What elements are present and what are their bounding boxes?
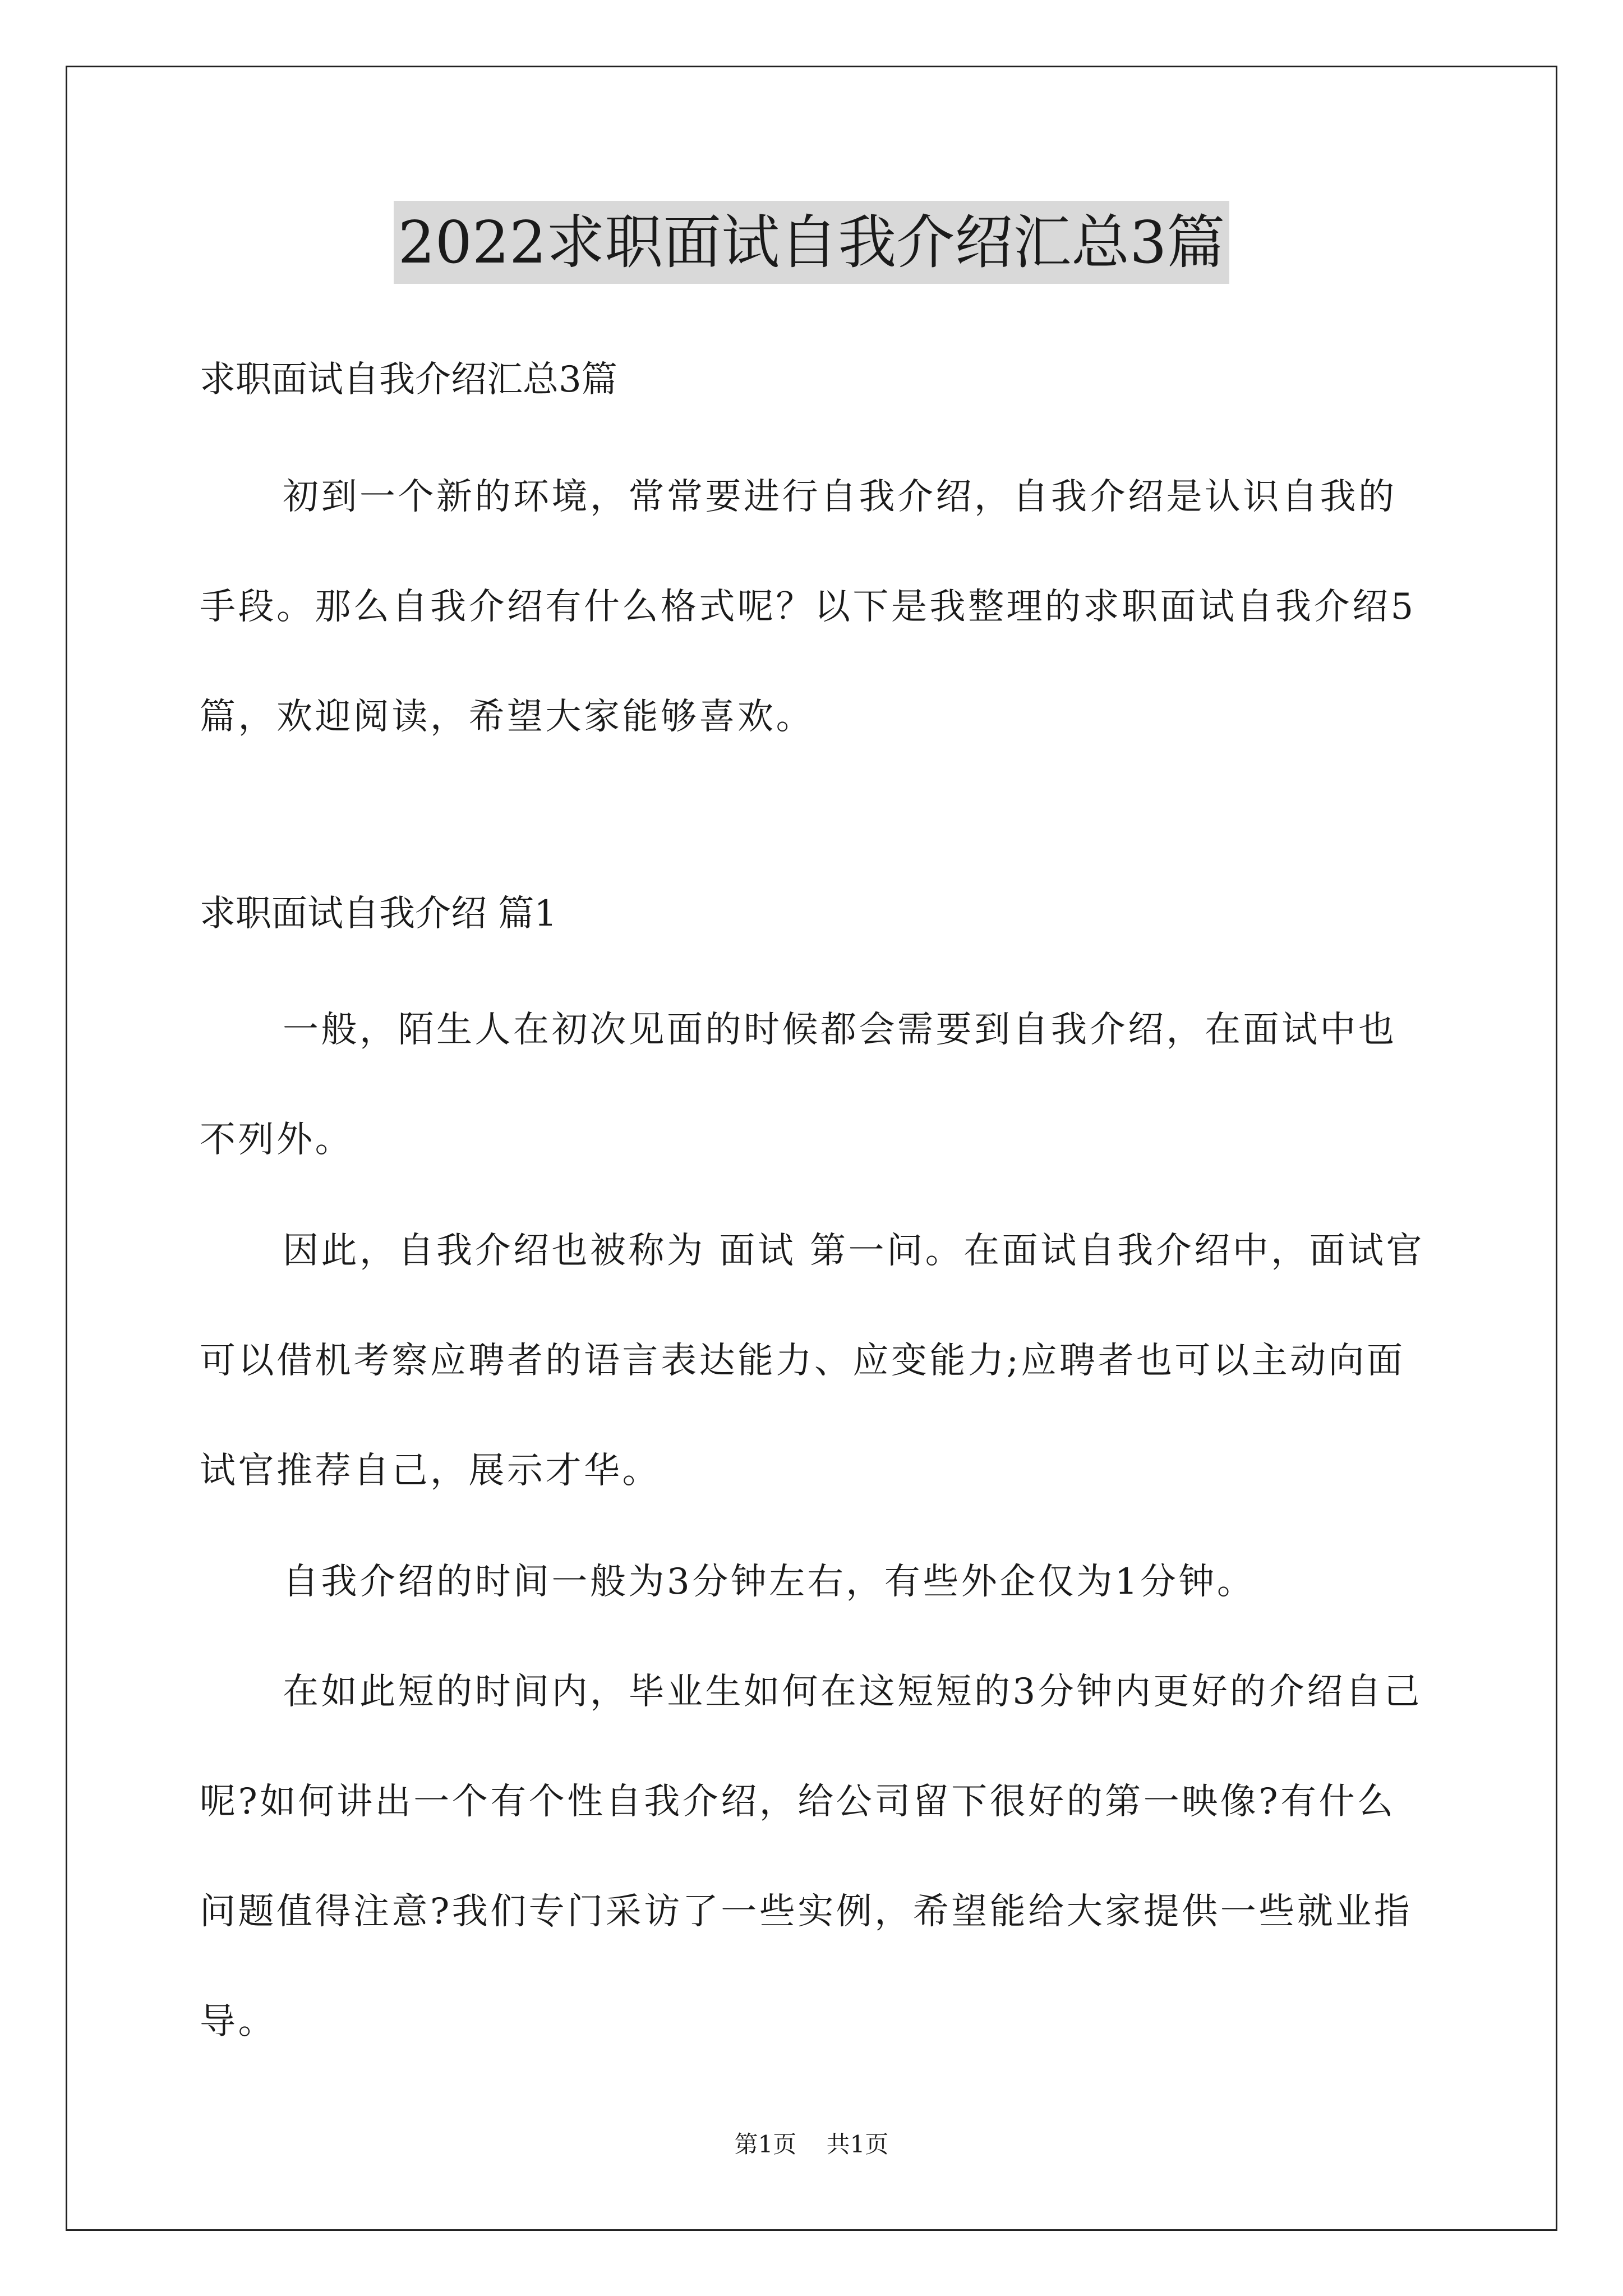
- document-title-block: [0, 201, 1623, 284]
- section-paragraph: 在如此短的时间内，毕业生如何在这短短的3分钟内更好的介绍自己呢?如何讲出一个有个性自我介绍，给公司留下很好的第一映像?有什么问题值得注意?我们专门采访了一些实例，希望能给大家提供一些就业指导。: [200, 1671, 1422, 2042]
- section-paragraph: 自我介绍的时间一般为3分钟左右，有些外企仅为1分钟。: [283, 1561, 1256, 1603]
- section-paragraph: 因此，自我介绍也被称为 面试 第一问。在面试自我介绍中，面试官可以借机考察应聘者的语言表达能力、应变能力;应聘者也可以主动向面试官推荐自己，展示才华。: [200, 1230, 1425, 1492]
- document-subtitle: 求职面试自我介绍汇总3篇: [200, 359, 617, 401]
- document-title: 2022求职面试自我介绍汇总3篇: [394, 201, 1230, 284]
- page-footer: 第1页 共1页: [734, 2131, 889, 2158]
- section-heading: 求职面试自我介绍 篇1: [200, 893, 557, 935]
- intro-paragraph: 初到一个新的环境，常常要进行自我介绍，自我介绍是认识自我的手段。那么自我介绍有什么格式呢？以下是我整理的求职面试自我介绍5篇，欢迎阅读，希望大家能够喜欢。: [200, 476, 1416, 738]
- section-paragraph: 一般，陌生人在初次见面的时候都会需要到自我介绍，在面试中也不列外。: [200, 1009, 1397, 1161]
